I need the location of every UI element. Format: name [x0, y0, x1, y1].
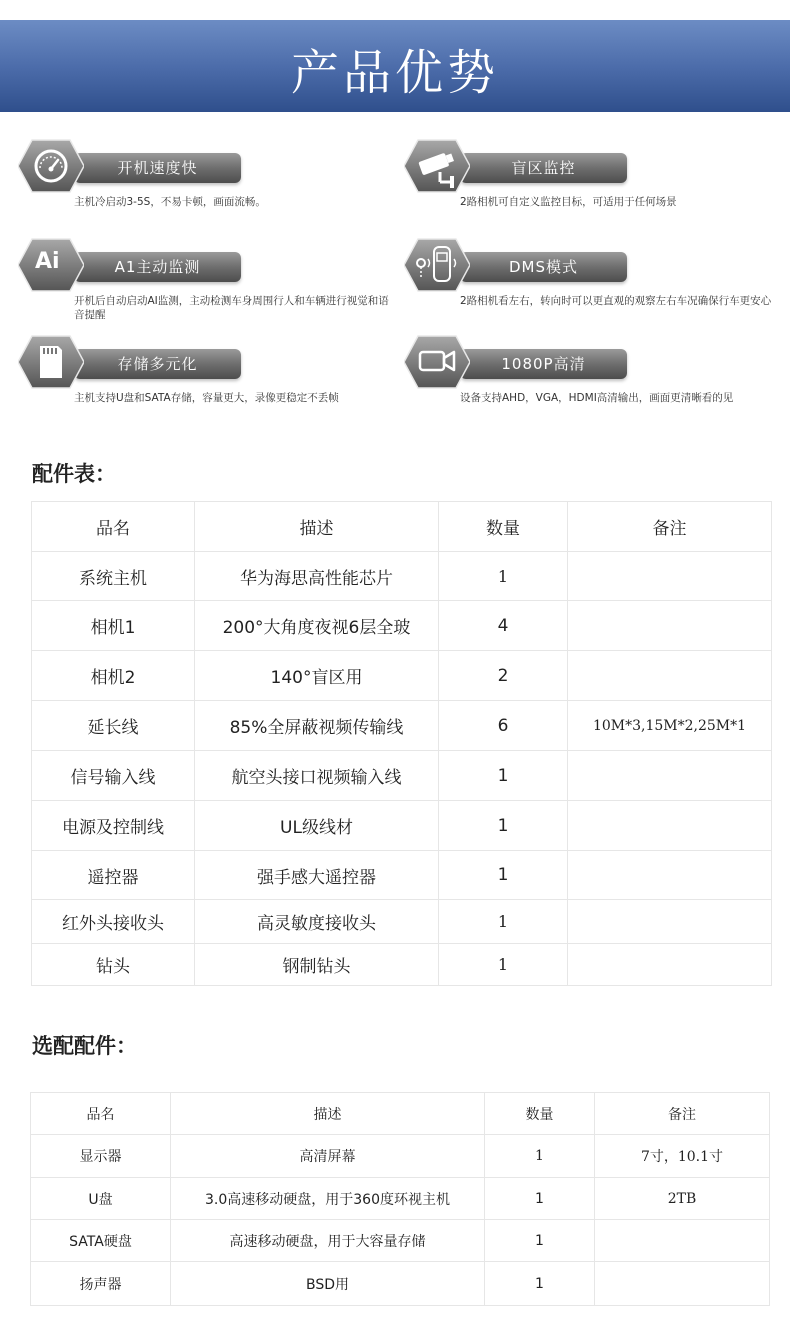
- cell-note: 10M*3,15M*2,25M*1: [568, 701, 772, 751]
- cell-desc: 200°大角度夜视6层全玻: [195, 601, 439, 651]
- cell-note: [568, 651, 772, 701]
- optional-table: [30, 1092, 770, 1306]
- cell-note: [595, 1220, 770, 1262]
- cell-name: 扬声器: [31, 1262, 171, 1306]
- cell-qty: 1: [439, 751, 568, 801]
- feature-label: 开机速度快: [117, 159, 198, 177]
- feature-desc: 主机冷启动3-5S，不易卡顿，画面流畅。: [74, 196, 266, 208]
- cell-name: 红外头接收头: [32, 900, 195, 944]
- cell-name: SATA硬盘: [31, 1220, 171, 1262]
- cell-desc: 航空头接口视频输入线: [195, 751, 439, 801]
- cell-desc: 高清屏幕: [171, 1135, 485, 1178]
- table-row: [31, 1262, 770, 1306]
- ai-icon: [18, 237, 84, 293]
- cell-qty: 2: [439, 651, 568, 701]
- cell-note: [568, 801, 772, 851]
- header-banner: [0, 20, 790, 112]
- feature-desc: 2路相机看左右，转向时可以更直观的观察左右车况确保行车更安心: [460, 295, 772, 307]
- table-row: [32, 601, 772, 651]
- cell-desc: BSD用: [171, 1262, 485, 1306]
- table-row: [32, 751, 772, 801]
- cell-note: [568, 900, 772, 944]
- feature-desc: 开机后自动启动AI监测，主动检测车身周围行人和车辆进行视觉和语音提醒: [74, 295, 389, 321]
- cell-name: 信号输入线: [32, 751, 195, 801]
- cell-note: [568, 552, 772, 601]
- parts-section-title: 配件表：: [32, 462, 116, 486]
- table-row: [32, 801, 772, 851]
- cctv-camera-icon: [404, 138, 470, 194]
- cell-name: 相机2: [32, 651, 195, 701]
- feature-label-bar: [74, 252, 241, 282]
- cell-name: 遥控器: [32, 851, 195, 900]
- sd-card-icon: [18, 334, 84, 390]
- feature-label-bar: [74, 153, 241, 183]
- cell-qty: 6: [439, 701, 568, 751]
- col-header-note: 备注: [595, 1093, 770, 1135]
- col-header-desc: 描述: [195, 502, 439, 552]
- feature-desc: 主机支持U盘和SATA存储，容量更大，录像更稳定不丢帧: [74, 392, 339, 404]
- feature-boot-speed: [18, 138, 388, 228]
- feature-label: 盲区监控: [511, 159, 576, 177]
- feature-ai-monitor: [18, 237, 388, 327]
- feature-label-bar: [74, 349, 241, 379]
- feature-label: A1主动监测: [114, 258, 201, 276]
- feature-desc: 设备支持AHD，VGA，HDMI高清输出，画面更清晰看的见: [460, 392, 734, 404]
- feature-1080p: [404, 334, 774, 424]
- cell-qty: 1: [439, 801, 568, 851]
- video-camera-icon: [404, 334, 470, 390]
- table-row: [32, 900, 772, 944]
- table-row: [31, 1135, 770, 1178]
- side-camera-icon: [404, 237, 470, 293]
- cell-desc: 钢制钻头: [195, 944, 439, 986]
- cell-qty: 1: [439, 944, 568, 986]
- cell-desc: 强手感大遥控器: [195, 851, 439, 900]
- cell-desc: 华为海思高性能芯片: [195, 552, 439, 601]
- cell-name: 相机1: [32, 601, 195, 651]
- table-row: [32, 701, 772, 751]
- feature-label-bar: [460, 349, 627, 379]
- cell-qty: 1: [439, 900, 568, 944]
- cell-note: [595, 1262, 770, 1306]
- feature-dms-mode: [404, 237, 774, 327]
- cell-qty: 1: [439, 851, 568, 900]
- table-row: [32, 944, 772, 986]
- cell-qty: 1: [485, 1178, 595, 1220]
- cell-note: [568, 601, 772, 651]
- cell-desc: 85%全屏蔽视频传输线: [195, 701, 439, 751]
- speedometer-icon: [18, 138, 84, 194]
- page-title: 产品优势: [290, 45, 499, 101]
- ai-badge-text: Ai: [35, 249, 60, 274]
- col-header-qty: 数量: [439, 502, 568, 552]
- feature-label-bar: [460, 153, 627, 183]
- cell-desc: UL级线材: [195, 801, 439, 851]
- cell-qty: 1: [485, 1135, 595, 1178]
- cell-note: [568, 944, 772, 986]
- parts-header-row: [32, 502, 772, 552]
- table-row: [32, 851, 772, 900]
- cell-name: 延长线: [32, 701, 195, 751]
- optional-section-title: 选配配件：: [32, 1034, 137, 1058]
- cell-desc: 140°盲区用: [195, 651, 439, 701]
- feature-label: 存储多元化: [117, 355, 198, 373]
- table-row: [31, 1220, 770, 1262]
- table-row: [32, 552, 772, 601]
- cell-qty: 1: [485, 1262, 595, 1306]
- cell-name: 系统主机: [32, 552, 195, 601]
- parts-table: [31, 501, 772, 986]
- col-header-name: 品名: [32, 502, 195, 552]
- cell-qty: 1: [439, 552, 568, 601]
- cell-qty: 1: [485, 1220, 595, 1262]
- cell-name: 显示器: [31, 1135, 171, 1178]
- table-row: [31, 1178, 770, 1220]
- cell-note: 7寸，10.1寸: [595, 1135, 770, 1178]
- col-header-note: 备注: [568, 502, 772, 552]
- col-header-name: 品名: [31, 1093, 171, 1135]
- cell-name: 电源及控制线: [32, 801, 195, 851]
- cell-note: [568, 851, 772, 900]
- feature-desc: 2路相机可自定义监控目标，可适用于任何场景: [460, 196, 677, 208]
- table-row: [32, 651, 772, 701]
- cell-qty: 4: [439, 601, 568, 651]
- cell-desc: 3.0高速移动硬盘，用于360度环视主机: [171, 1178, 485, 1220]
- feature-label: 1080P高清: [501, 355, 586, 373]
- cell-name: U盘: [31, 1178, 171, 1220]
- feature-label: DMS模式: [508, 258, 578, 276]
- cell-desc: 高灵敏度接收头: [195, 900, 439, 944]
- feature-label-bar: [460, 252, 627, 282]
- feature-storage: [18, 334, 388, 424]
- cell-name: 钻头: [32, 944, 195, 986]
- feature-blind-spot: [404, 138, 774, 228]
- col-header-desc: 描述: [171, 1093, 485, 1135]
- optional-header-row: [31, 1093, 770, 1135]
- col-header-qty: 数量: [485, 1093, 595, 1135]
- cell-note: 2TB: [595, 1178, 770, 1220]
- cell-desc: 高速移动硬盘，用于大容量存储: [171, 1220, 485, 1262]
- cell-note: [568, 751, 772, 801]
